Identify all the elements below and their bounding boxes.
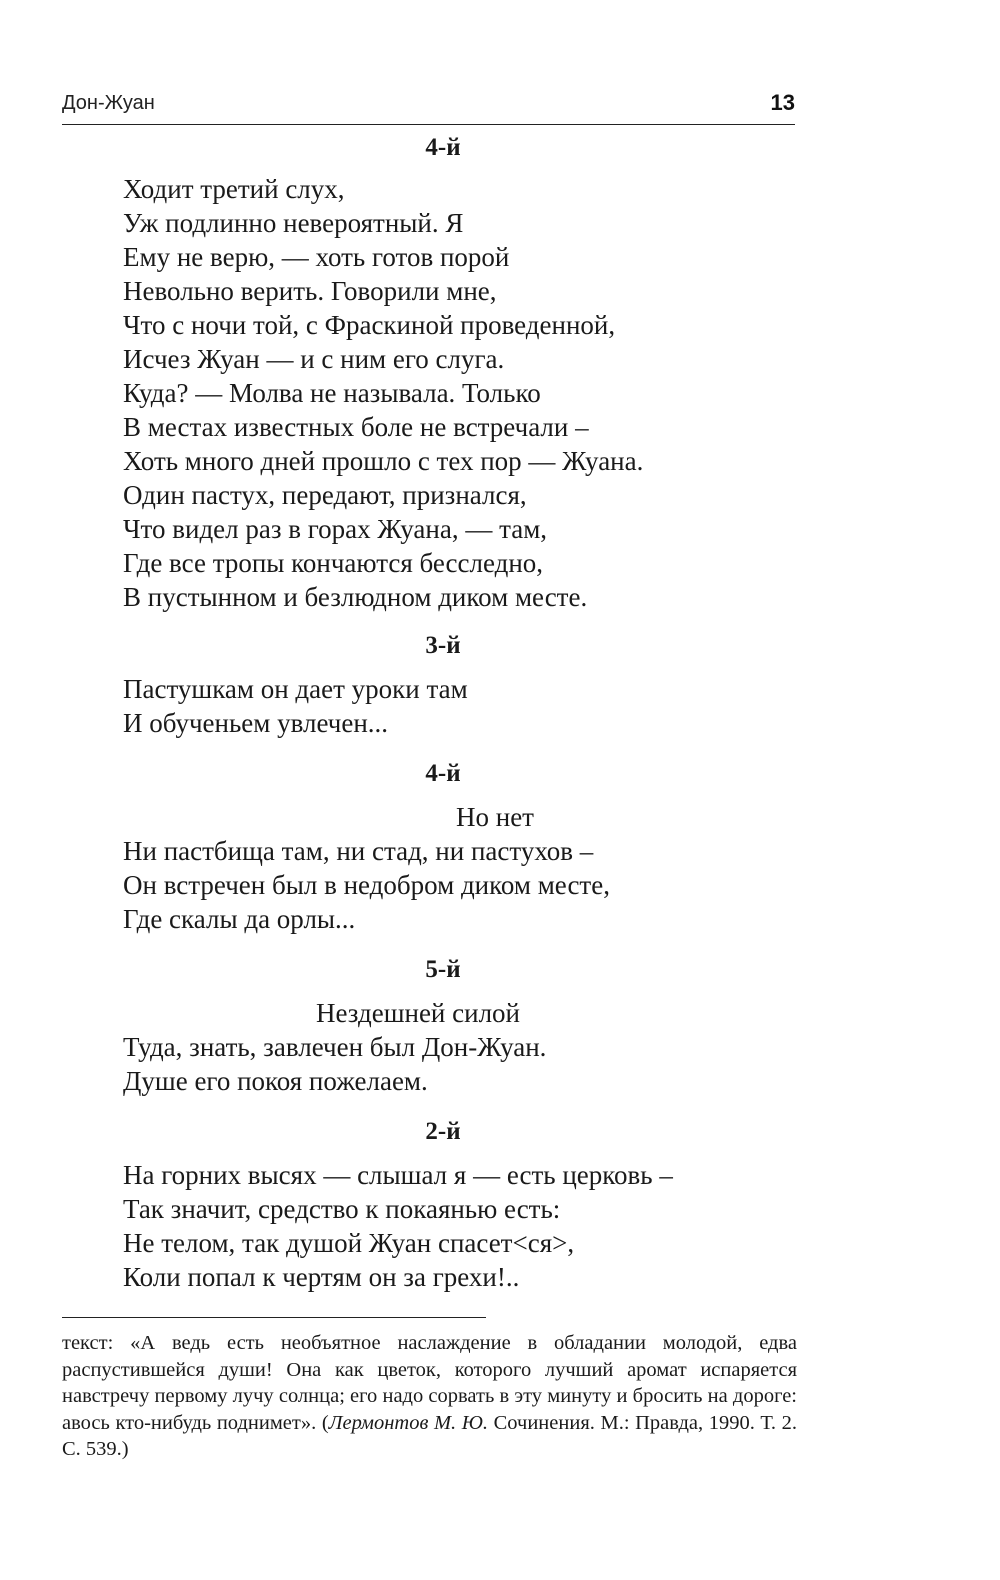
verse-line: Ни пастбища там, ни стад, ни пастухов – <box>123 836 594 866</box>
footnote-divider <box>62 1317 486 1318</box>
verse-line: Ходит третий слух, <box>123 174 345 204</box>
verse-line-indented: Нездешней силой <box>316 998 520 1028</box>
speaker-label: 3-й <box>425 632 461 659</box>
verse-line-indented: Но нет <box>456 802 534 832</box>
footnote-source: Сочинения. М.: Правда, 1990. Т. 2. С. 539.) <box>62 1411 797 1460</box>
footnote-text: текст: «А ведь есть необъятное наслаждение в обладании молодой, едва распустившейся души! Она как цветок, которого лучший аромат испаряется навстречу первому лучу солнца; его надо сорвать в эту минуту и бросить на дороге: авось кто-нибудь поднимет». ( <box>62 1332 797 1434</box>
verse-line: Что видел раз в горах Жуана, — там, <box>123 514 548 544</box>
verse-line: Хоть много дней прошло с тех пор — Жуана. <box>123 446 644 476</box>
page-number: 13 <box>770 90 795 115</box>
verse-line: Ему не верю, — хоть готов порой <box>123 242 510 272</box>
stanza <box>123 800 763 936</box>
verse-line: Так значит, средство к покаянью есть: <box>123 1194 561 1224</box>
verse-line: Пастушкам он дает уроки там <box>123 674 468 704</box>
stanza <box>123 996 763 1098</box>
verse-line: И обученьем увлечен... <box>123 708 389 738</box>
page-header <box>62 88 795 125</box>
verse-line: В пустынном и безлюдном диком месте. <box>123 582 588 612</box>
verse-line: Один пастух, передают, признался, <box>123 480 527 510</box>
verse-line: Невольно верить. Говорили мне, <box>123 276 497 306</box>
verse-line: Куда? — Молва не называла. Только <box>123 378 541 408</box>
verse-line: Что с ночи той, с Фраскиной проведенной, <box>123 310 616 340</box>
verse-line: Исчез Жуан — и с ним его слуга. <box>123 344 505 374</box>
verse-line: Не телом, так душой Жуан спасет<ся>, <box>123 1228 575 1258</box>
speaker-label: 4-й <box>425 134 461 161</box>
stanza <box>123 672 763 740</box>
verse-line: В местах известных боле не встречали – <box>123 412 589 442</box>
verse-line: Уж подлинно невероятный. Я <box>123 208 464 238</box>
poem-content <box>123 130 763 1294</box>
stanza <box>123 172 763 614</box>
footnote <box>62 1330 797 1463</box>
speaker-label: 4-й <box>425 760 461 787</box>
verse-line: Он встречен был в недобром диком месте, <box>123 870 610 900</box>
footnote-author: Лермонтов М. Ю. <box>328 1411 489 1434</box>
verse-line: Коли попал к чертям он за грехи!.. <box>123 1262 520 1292</box>
verse-line: Где все тропы кончаются бесследно, <box>123 548 544 578</box>
verse-line: Где скалы да орлы... <box>123 904 356 934</box>
verse-line: Туда, знать, завлечен был Дон-Жуан. <box>123 1032 547 1062</box>
running-title: Дон-Жуан <box>62 92 155 114</box>
verse-line: На горних высях — слышал я — есть церковь – <box>123 1160 673 1190</box>
speaker-label: 5-й <box>425 956 461 983</box>
verse-line: Душе его покоя пожелаем. <box>123 1066 428 1096</box>
speaker-label: 2-й <box>425 1118 461 1145</box>
stanza <box>123 1158 763 1294</box>
